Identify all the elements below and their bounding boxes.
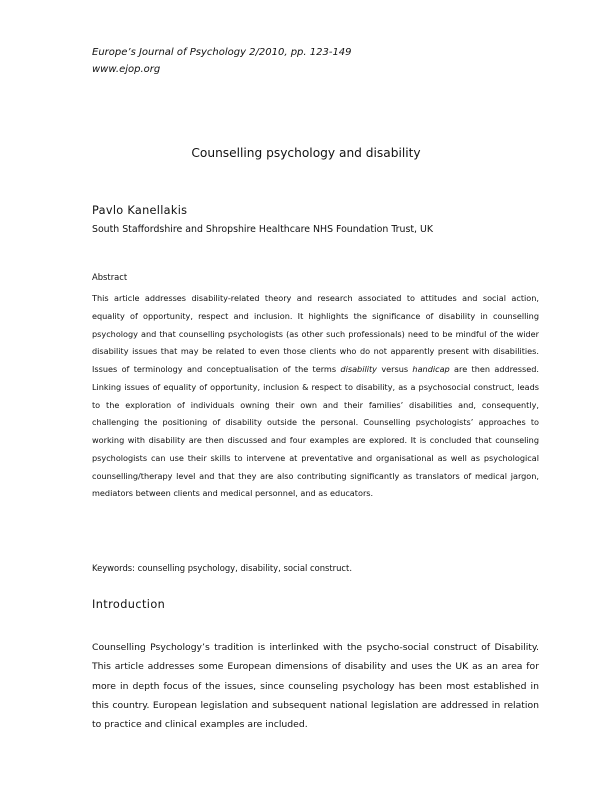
article-title: Counselling psychology and disability [191, 146, 421, 160]
abstract-text [92, 290, 539, 503]
abstract-text-versus: versus [376, 364, 413, 374]
introduction-heading: Introduction [92, 598, 166, 611]
journal-citation: Europe’s Journal of Psychology 2/2010, pp. 123-149 [92, 47, 352, 58]
abstract-text-part-1: This article addresses disability-related theory and research associated to attitudes and social action, equality of opportunity, respect and inclusion. It highlights the significance of disability in counselling psychology and that counselling psychologists (as other such professionals) need to be mindful of the wider disability issues that may be related to even those clients who do not apparently present with disabilities. Issues of terminology and conceptualisation of the terms [92, 293, 539, 374]
author-affiliation: South Staffordshire and Shropshire Healthcare NHS Foundation Trust, UK [92, 224, 433, 235]
keywords: Keywords: counselling psychology, disability, social construct. [92, 563, 352, 573]
term-handicap: handicap [412, 364, 450, 374]
journal-header [92, 44, 352, 78]
journal-website: www.ejop.org [92, 64, 161, 75]
author-name: Pavlo Kanellakis [92, 204, 188, 217]
term-disability: disability [340, 364, 377, 374]
introduction-paragraph: Counselling Psychology’s tradition is interlinked with the psycho-social construct of Disability. This article addresses some European dimensions of disability and uses the UK as an area for more in depth focus of the issues, since counseling psychology has been most established in this country. European legislation and subsequent national legislation are addressed in relation to practice and clinical examples are included. [92, 642, 539, 731]
abstract-label: Abstract [92, 272, 128, 282]
abstract-text-part-2: are then addressed. Linking issues of equality of opportunity, inclusion & respect to disability, as a psychosocial construct, leads to the exploration of individuals owning their own and their families’ disabilities and, consequently, challenging the positioning of disability outside the personal. Counselling psychologists’ approaches to working with disability are then discussed and four examples are explored. It is concluded that counseling psychologists can use their skills to intervene at preventative and organisational as well as psychological counselling/therapy level and that they are also contributing significantly as translators of medical jargon, mediators between clients and medical personnel, and as educators. [92, 364, 540, 499]
